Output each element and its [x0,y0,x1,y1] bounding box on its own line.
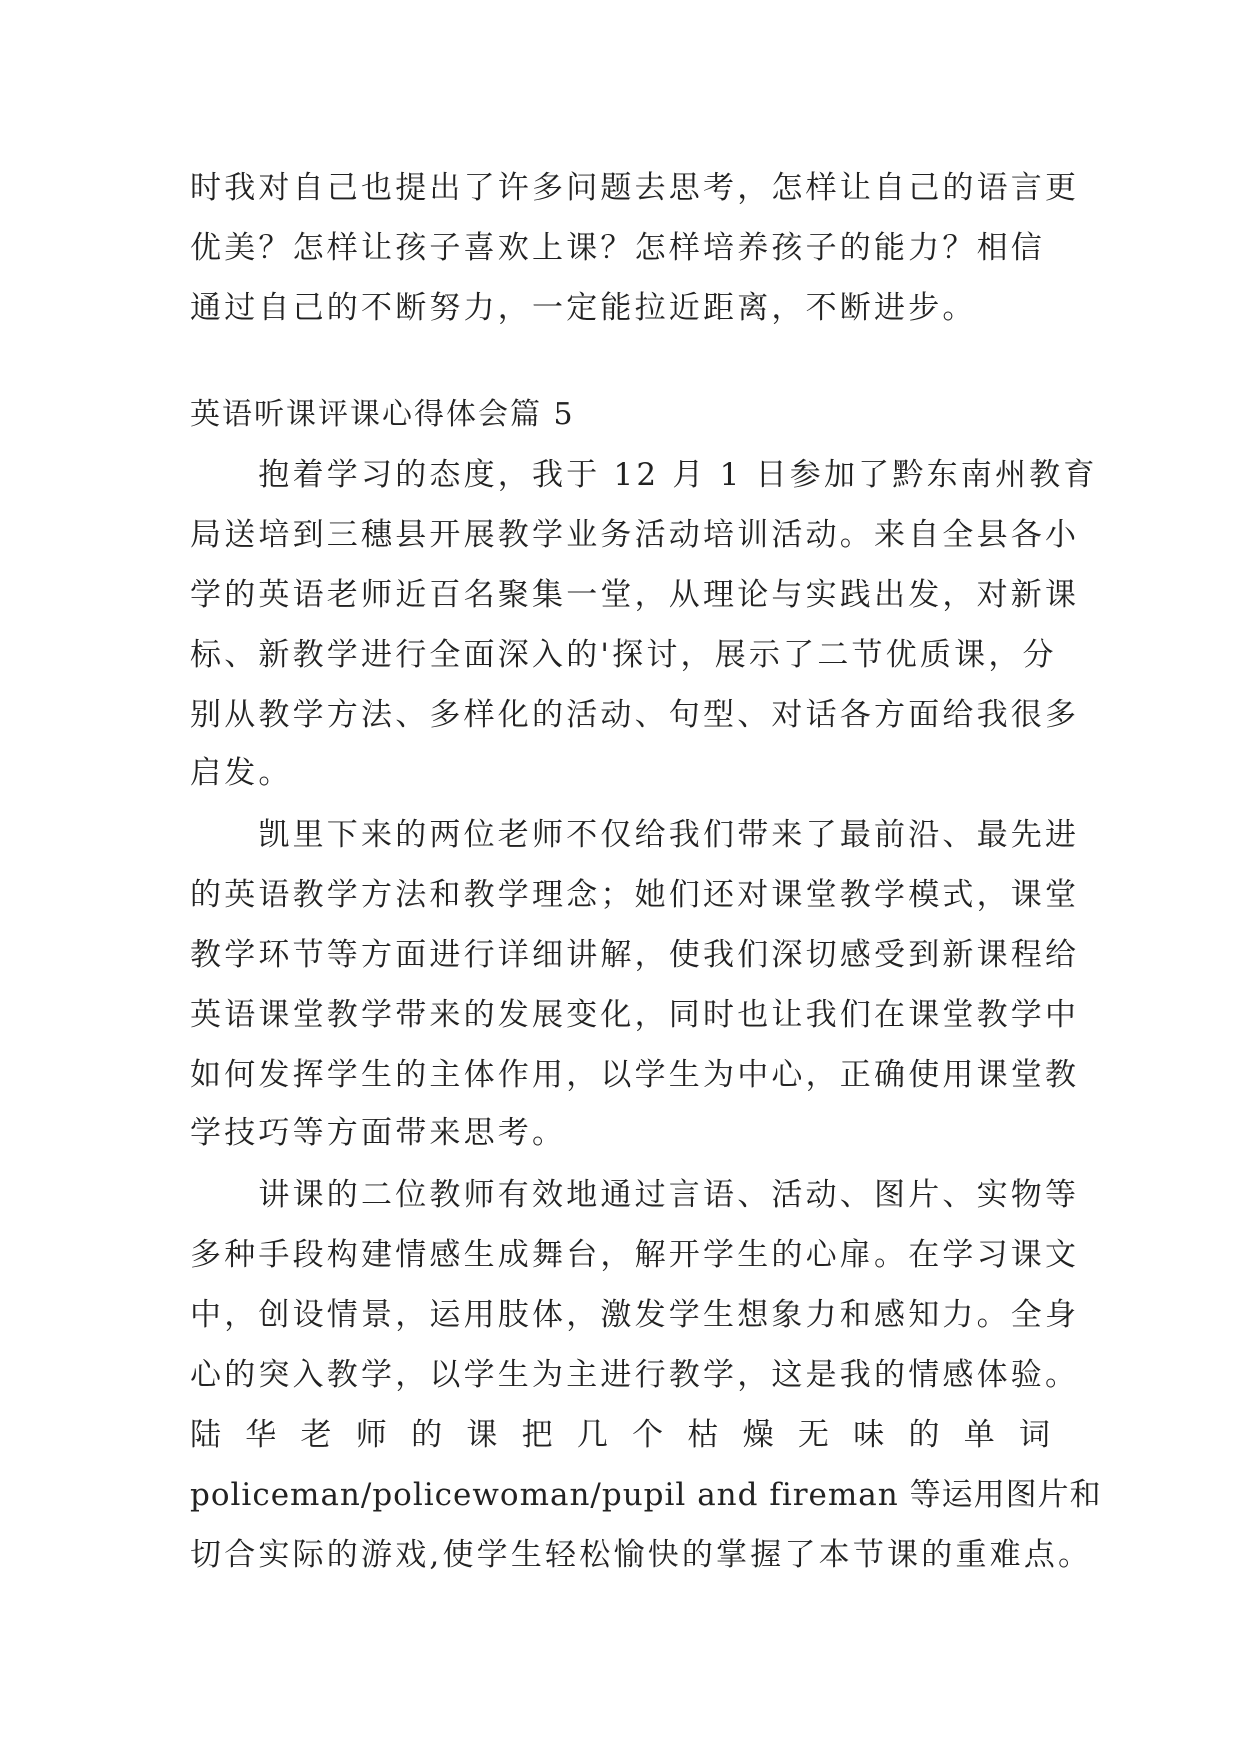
justified-char: 味 [853,1417,885,1453]
paragraph-3-line: 心的突入教学，以学生为主进行教学，这是我的情感体验。 [190,1357,1080,1393]
justified-char: 的 [411,1417,443,1453]
intro-line: 通过自己的不断努力，一定能拉近距离，不断进步。 [190,290,977,326]
justified-char: 师 [355,1417,387,1453]
paragraph-3-line: 中，创设情景，运用肢体，激发学生想象力和感知力。全身 [190,1297,1080,1333]
justified-char: 枯 [687,1417,719,1453]
paragraph-3-line: 讲课的二位教师有效地通过言语、活动、图片、实物等 [190,1177,1080,1213]
paragraph-4-line: policeman/policewoman/pupil and fireman 等运用图片和 [190,1477,1102,1513]
paragraph-1-line: 别从教学方法、多样化的活动、句型、对话各方面给我很多 [190,697,1080,733]
paragraph-2-line: 教学环节等方面进行详细讲解，使我们深切感受到新课程给 [190,937,1080,973]
justified-char: 单 [963,1417,995,1453]
paragraph-1-line: 启发。 [190,755,293,791]
justified-char: 老 [300,1417,332,1453]
justified-char: 华 [245,1417,277,1453]
intro-line: 时我对自己也提出了许多问题去思考，怎样让自己的语言更 [190,170,1080,206]
justified-char: 课 [466,1417,498,1453]
paragraph-4-line: 切合实际的游戏,使学生轻松愉快的掌握了本节课的重难点。 [190,1537,1093,1573]
justified-char: 燥 [742,1417,774,1453]
paragraph-2-line: 如何发挥学生的主体作用，以学生为中心，正确使用课堂教 [190,1057,1080,1093]
paragraph-1-line: 学的英语老师近百名聚集一堂，从理论与实践出发，对新课 [190,577,1080,613]
paragraph-3-line: 多种手段构建情感生成舞台，解开学生的心扉。在学习课文 [190,1237,1080,1273]
justified-char: 个 [632,1417,664,1453]
paragraph-1-line: 抱着学习的态度，我于 12 月 1 日参加了黔东南州教育 [190,457,1098,493]
section-heading: 英语听课评课心得体会篇 5 [190,397,575,432]
justified-char: 陆 [190,1417,221,1453]
paragraph-2-line: 的英语教学方法和教学理念；她们还对课堂教学模式，课堂 [190,877,1080,913]
justified-char: 几 [576,1417,608,1453]
justified-line [190,1415,1050,1455]
paragraph-2-line: 学技巧等方面带来思考。 [190,1115,567,1151]
paragraph-2-line: 凯里下来的两位老师不仅给我们带来了最前沿、最先进 [190,817,1080,853]
paragraph-2-line: 英语课堂教学带来的发展变化，同时也让我们在课堂教学中 [190,997,1080,1033]
paragraph-1-line: 标、新教学进行全面深入的'探讨，展示了二节优质课，分 [190,637,1057,673]
justified-char: 无 [797,1417,829,1453]
paragraph-1-line: 局送培到三穗县开展教学业务活动培训活动。来自全县各小 [190,517,1080,553]
justified-char: 的 [908,1417,940,1453]
justified-char: 把 [521,1417,553,1453]
justified-char: 词 [1018,1417,1050,1453]
intro-line: 优美？怎样让孩子喜欢上课？怎样培养孩子的能力？相信 [190,230,1045,266]
